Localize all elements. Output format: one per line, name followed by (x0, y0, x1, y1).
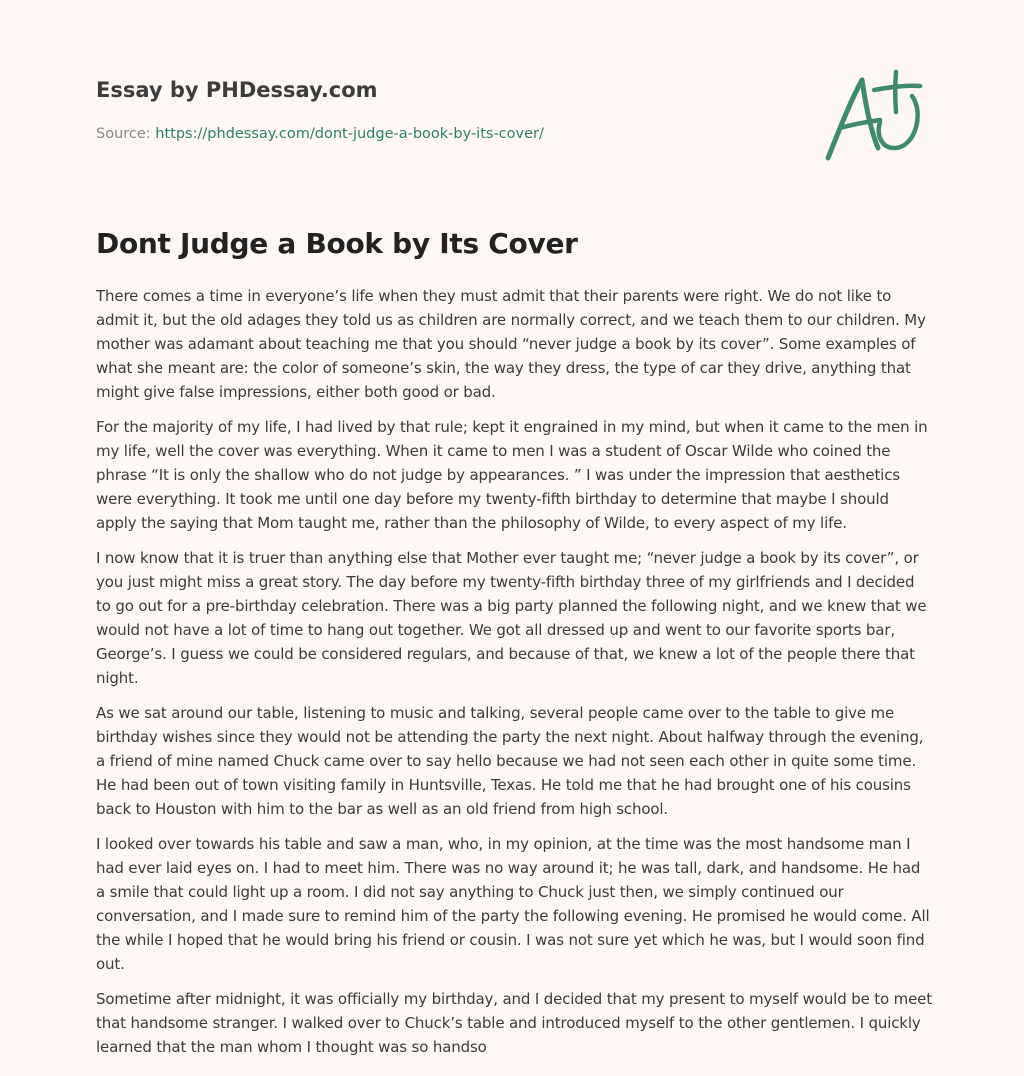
essay-paragraph: I now know that it is truer than anything else that Mother ever taught me; “never judge a book by its cover”, or you just might miss a great story. The day before my twenty-fifth birthday three of my girlfriends and I decided to go out for a pre-birthday celebration. There was a big party planned the following night, and we knew that we would not have a lot of time to hang out together. We got all dressed up and went to our favorite sports bar, George’s. I guess we could be considered regulars, and because of that, we knew a lot of the people there that night. (96, 549, 927, 687)
site-brand: Essay by PHDessay.com (96, 78, 378, 102)
essay-paragraph: For the majority of my life, I had lived by that rule; kept it engrained in my mind, but when it came to the men in my life, well the cover was everything. When it came to men I was a student of Oscar Wilde who coined the phrase “It is only the shallow who do not judge by appearances. ” I was under the impression that aesthetics were everything. It took me until one day before my twenty-fifth birthday to determine that maybe I should apply the saying that Mom taught me, rather than the philosophy of Wilde, to every aspect of my life. (96, 418, 928, 532)
source-label: Source: (96, 126, 156, 142)
essay-paragraph: Sometime after midnight, it was officially my birthday, and I decided that my present to myself would be to meet that handsome stranger. I walked over to Chuck’s table and introduced myself to the other gentlemen. I quickly learned that the man whom I thought was so handso (96, 990, 932, 1056)
essay-title: Dont Judge a Book by Its Cover (96, 227, 578, 260)
essay-paragraph: I looked over towards his table and saw a man, who, in my opinion, at the time was the most handsome man I had ever laid eyes on. I had to meet him. There was no way around it; he was tall, dark, and handsome. He had a smile that could light up a room. I did not say anything to Chuck just then, we simply continued our conversation, and I made sure to remind him of the party the following evening. He promised he would come. All the while I hoped that he would bring his friend or cousin. I was not sure yet which he was, but I would soon find out. (96, 835, 930, 973)
essay-body (96, 284, 932, 1070)
essay-paragraph: There comes a time in everyone’s life when they must admit that their parents were right. We do not like to admit it, but the old adages they told us as children are normally correct, and we teach them to our children. My mother was adamant about teaching me that you should “never judge a book by its cover”. Some examples of what she meant are: the color of someone’s skin, the way they dress, the type of car they drive, anything that might give false impressions, either both good or bad. (96, 287, 926, 401)
a-plus-grade-icon (820, 66, 928, 166)
source-link[interactable]: https://phdessay.com/dont-judge-a-book-by-its-cover/ (155, 126, 544, 142)
essay-header (96, 76, 796, 144)
essay-paragraph: As we sat around our table, listening to music and talking, several people came over to the table to give me birthday wishes since they would not be attending the party the next night. About halfway through the evening, a friend of mine named Chuck came over to say hello because we had not seen each other in quite some time. He had been out of town visiting family in Huntsville, Texas. He told me that he had brought one of his cousins back to Houston with him to the bar as well as an old friend from high school. (96, 704, 924, 818)
source-line (96, 124, 796, 144)
